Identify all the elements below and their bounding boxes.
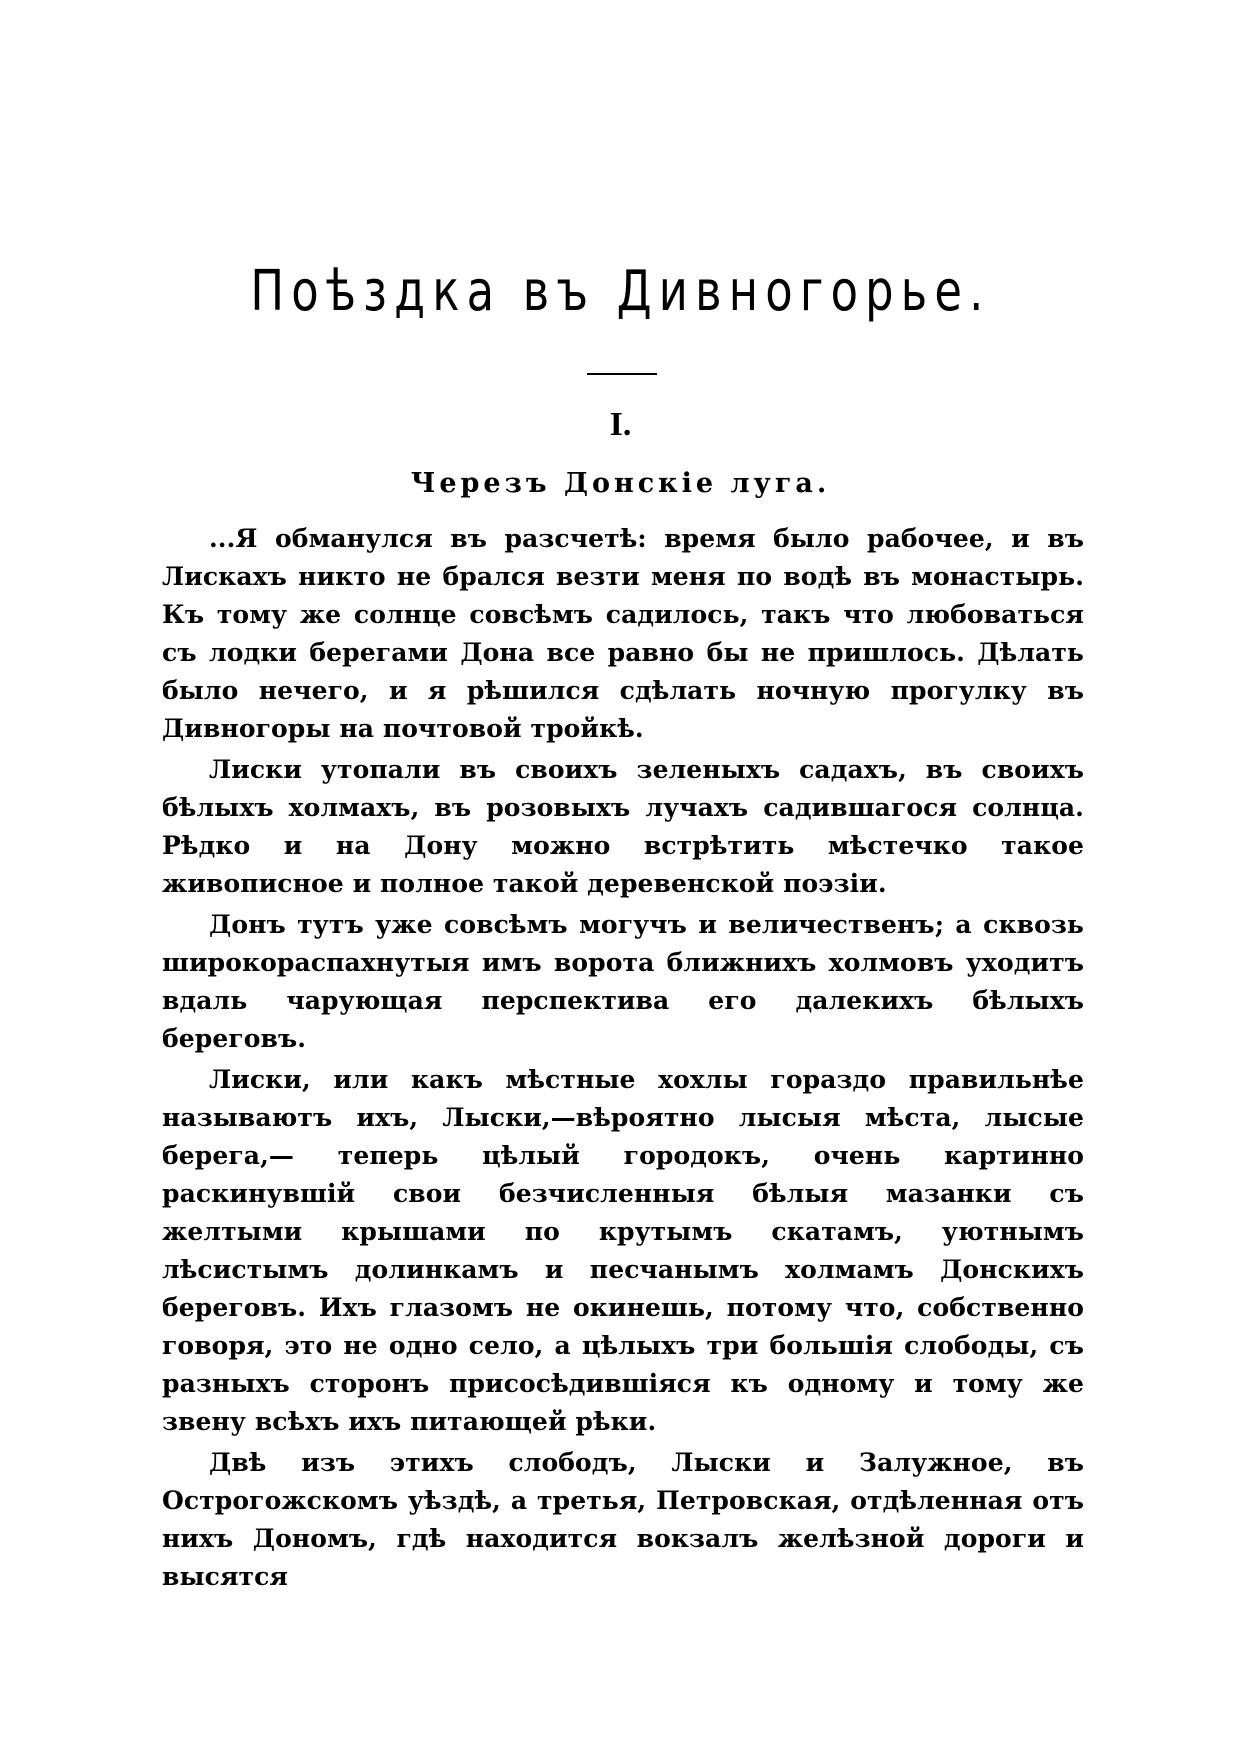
- paragraph-3: Донъ тутъ уже совсѣмъ могучъ и величественъ; а сквозь широкораспахнутыя имъ ворота ближнихъ холмовъ уходитъ вдаль чарующая перспектива его далекихъ бѣлыхъ береговъ.: [162, 910, 1084, 1053]
- paragraph-2: Лиски утопали въ своихъ зеленыхъ садахъ, въ своихъ бѣлыхъ холмахъ, въ розовыхъ лучахъ садившагося солнца. Рѣдко и на Дону можно встрѣтить мѣстечко такое живописное и полное такой деревенской поэзіи.: [162, 755, 1084, 898]
- body-text: [162, 520, 1084, 1599]
- chapter-title: Черезъ Донскіе луга.: [410, 468, 831, 499]
- paragraph-1: ...Я обманулся въ разсчетѣ: время было рабочее, и въ Лискахъ никто не брался везти меня по водѣ въ монастырь. Къ тому же солнце совсѣмъ садилось, такъ что любоваться съ лодки берегами Дона все равно бы не пришлось. Дѣлать было нечего, и я рѣшился сдѣлать ночную прогулку въ Дивногоры на почтовой тройкѣ.: [162, 524, 1084, 743]
- paragraph-5: Двѣ изъ этихъ слободъ, Лыски и Залужное, въ Острогожскомъ уѣздѣ, а третья, Петровская, отдѣленная отъ нихъ Дономъ, гдѣ находится вокзалъ желѣзной дороги и высятся: [162, 1448, 1084, 1591]
- page-title: Поѣздка въ Дивногорье.: [250, 259, 991, 324]
- paragraph-4: Лиски, или какъ мѣстные хохлы гораздо правильнѣе называютъ ихъ, Лыски,—вѣроятно лысыя мѣста, лысые берега,— теперь цѣлый городокъ, очень картинно раскинувшій свои безчисленныя бѣлыя мазанки съ желтыми крышами по крутымъ скатамъ, уютнымъ лѣсистымъ долинкамъ и песчанымъ холмамъ Донскихъ береговъ. Ихъ глазомъ не окинешь, потому что, собственно говоря, это не одно село, а цѣлыхъ три большія слободы, съ разныхъ сторонъ присосѣдившіяся къ одному и тому же звену всѣхъ ихъ питающей рѣки.: [162, 1065, 1084, 1436]
- title-divider: [587, 373, 657, 375]
- chapter-number: I.: [609, 406, 632, 443]
